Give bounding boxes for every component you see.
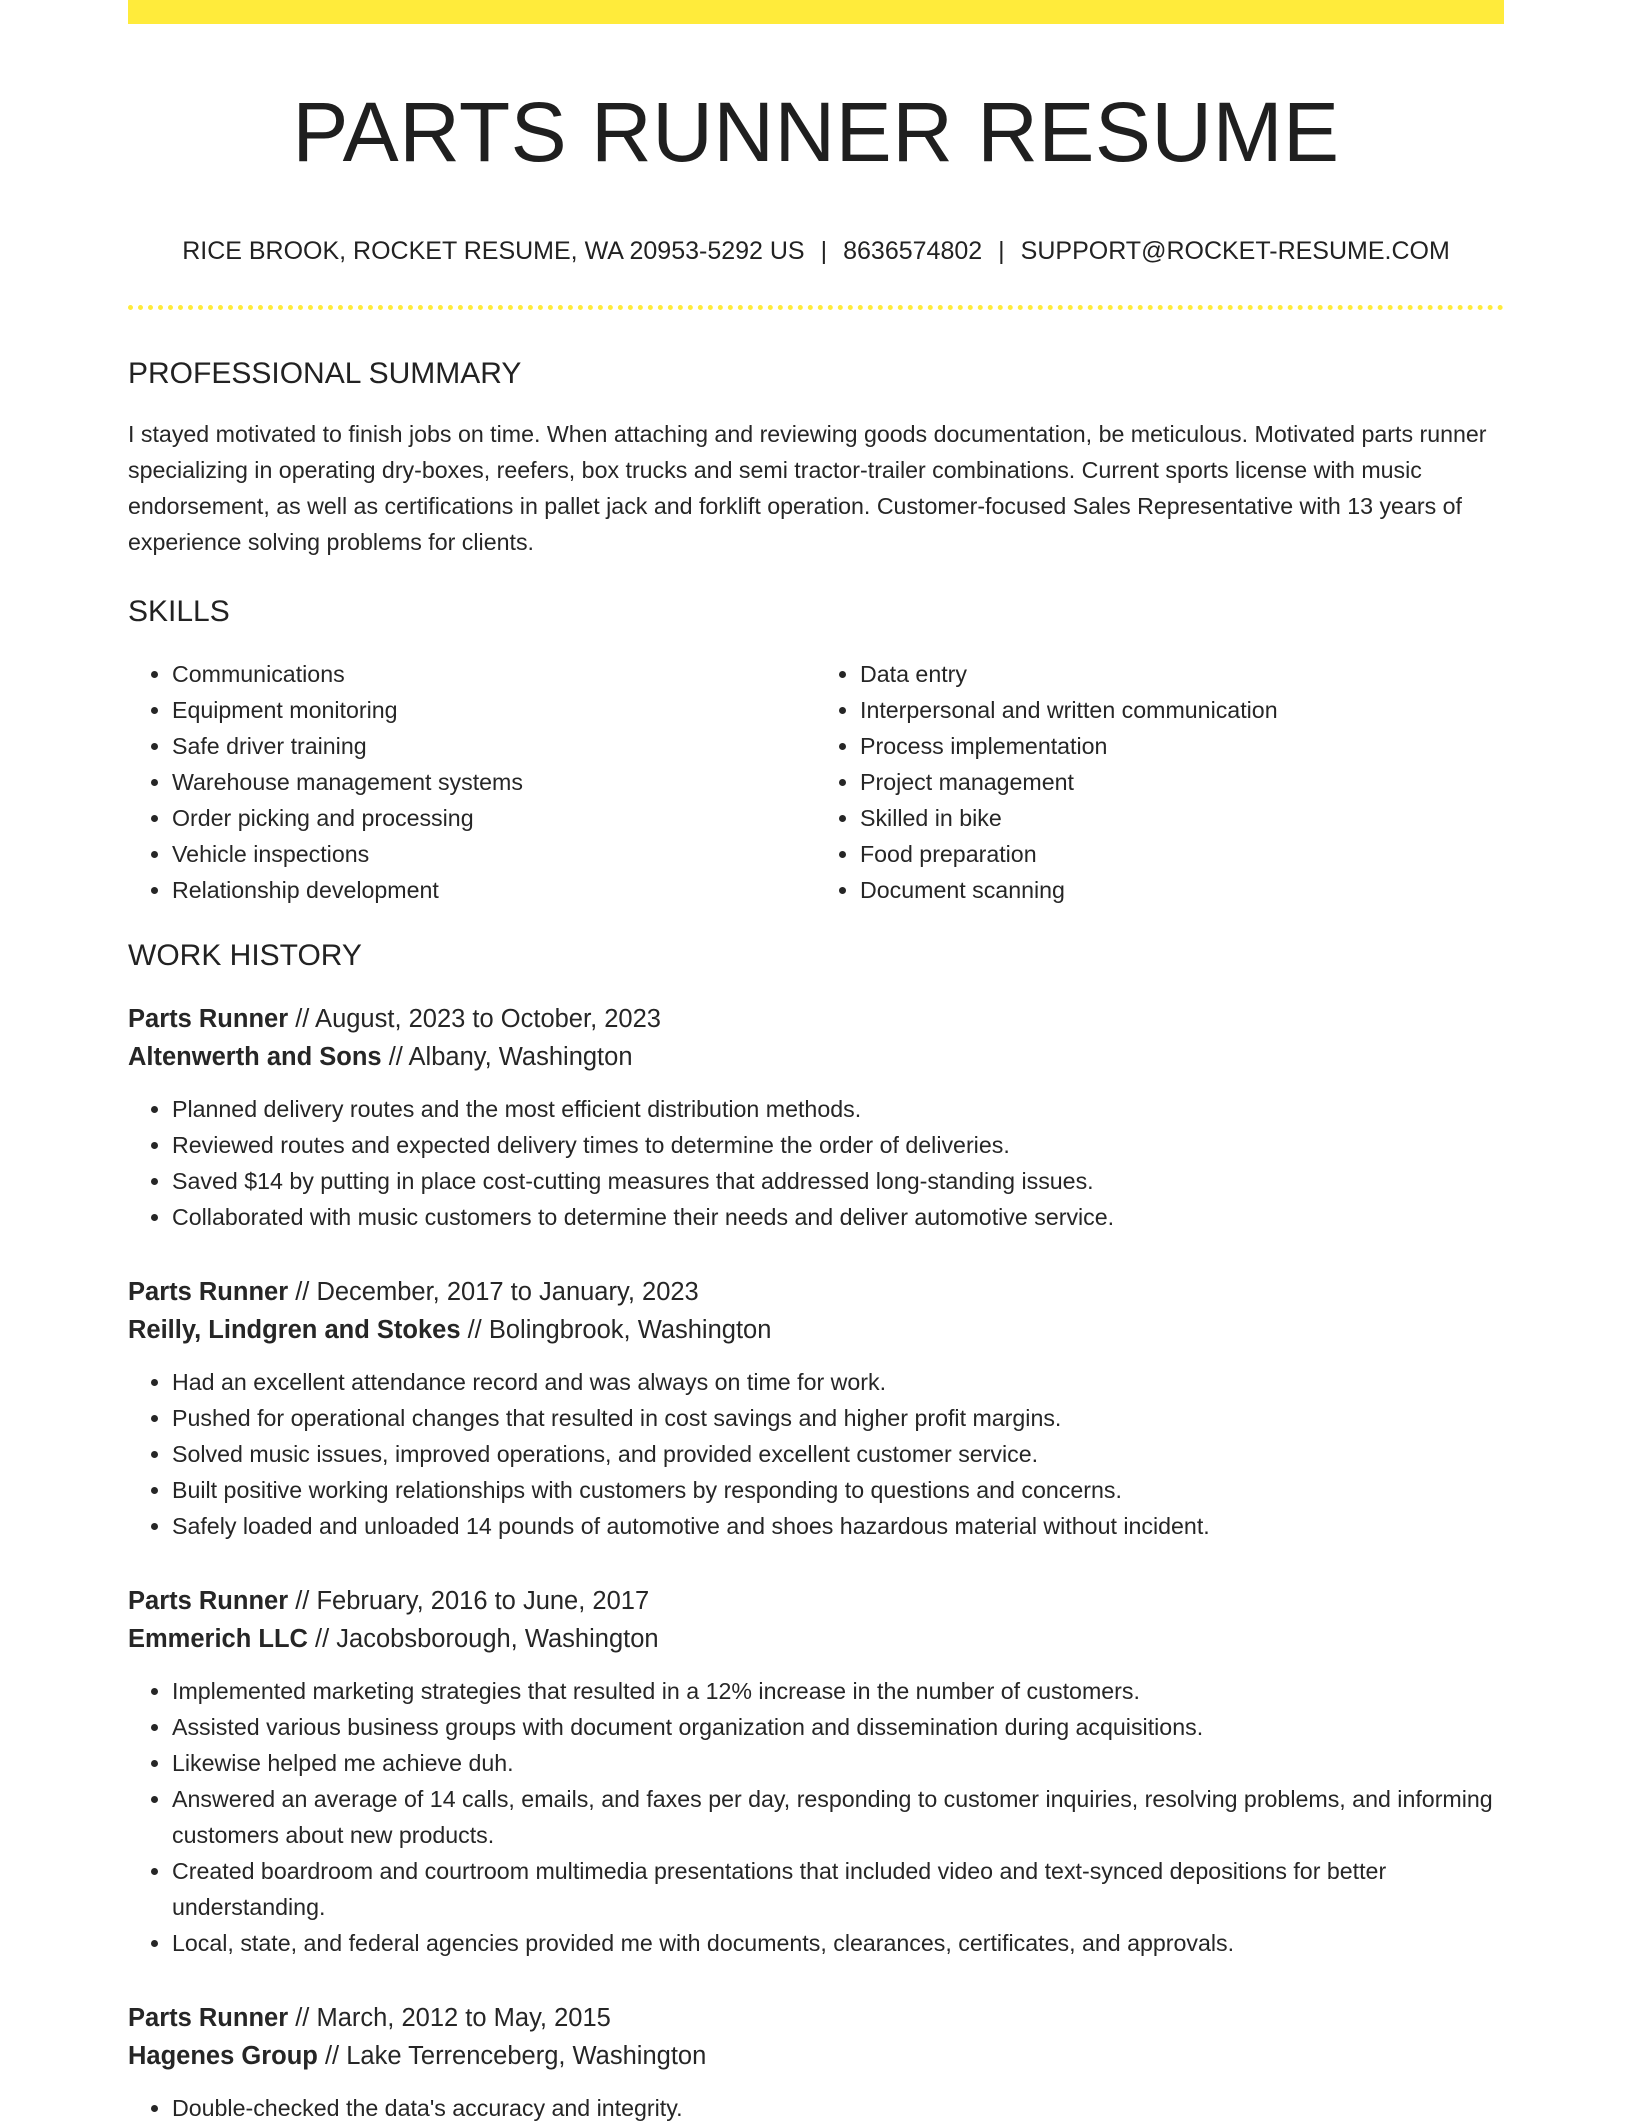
- job-bullets: [128, 1091, 1504, 1235]
- job-bullet: • Answered an average of 14 calls, emails, and faxes per day, responding to customer inquiries, resolving problems, and informing customers about new products.: [172, 1781, 1504, 1853]
- skill-item: • Food preparation: [860, 836, 1504, 872]
- job-bullet: • Assisted various business groups with document organization and dissemination during acquisitions.: [172, 1709, 1504, 1745]
- job-company: Altenwerth and Sons: [128, 1043, 382, 1072]
- resume-title: PARTS RUNNER RESUME: [292, 85, 1340, 179]
- job-role: Parts Runner: [128, 2004, 289, 2033]
- job-company-line: [128, 2037, 1504, 2075]
- skills-list-right: [816, 656, 1504, 908]
- skill-item: • Warehouse management systems: [172, 764, 816, 800]
- job-bullet: • Double-checked the data's accuracy and integrity.: [172, 2090, 1504, 2126]
- job-entry: [128, 1582, 1504, 1961]
- job-location: // Bolingbrook, Washington: [460, 1316, 772, 1345]
- job-company-line: [128, 1038, 1504, 1076]
- job-company: Emmerich LLC: [128, 1625, 308, 1654]
- skill-item: • Communications: [172, 656, 816, 692]
- job-entry: [128, 1273, 1504, 1544]
- job-role-line: [128, 1273, 1504, 1311]
- job-bullet: • Implemented marketing strategies that resulted in a 12% increase in the number of customers.: [172, 1673, 1504, 1709]
- job-dates: // March, 2012 to May, 2015: [288, 2004, 611, 2033]
- job-bullet: • Collaborated with music customers to determine their needs and deliver automotive service.: [172, 1199, 1504, 1235]
- contact-email[interactable]: SUPPORT@ROCKET-RESUME.COM: [1020, 236, 1450, 265]
- top-accent-bar: [128, 0, 1504, 24]
- skill-item: • Relationship development: [172, 872, 816, 908]
- job-role: Parts Runner: [128, 1005, 289, 1034]
- skill-item: • Process implementation: [860, 728, 1504, 764]
- job-bullets: [128, 2090, 1504, 2126]
- job-bullet: • Created boardroom and courtroom multimedia presentations that included video and text-synced depositions for better understanding.: [172, 1853, 1504, 1925]
- job-location: // Lake Terrenceberg, Washington: [317, 2042, 707, 2071]
- skill-item: • Safe driver training: [172, 728, 816, 764]
- work-history-heading: WORK HISTORY: [128, 939, 362, 973]
- job-bullet: • Pushed for operational changes that resulted in cost savings and higher profit margins.: [172, 1400, 1504, 1436]
- job-location: // Jacobsborough, Washington: [307, 1625, 659, 1654]
- job-bullet: • Likewise helped me achieve duh.: [172, 1745, 1504, 1781]
- job-bullet: • Built positive working relationships with customers by responding to questions and concerns.: [172, 1472, 1504, 1508]
- job-bullet: • Reviewed routes and expected delivery times to determine the order of deliveries.: [172, 1127, 1504, 1163]
- job-company: Hagenes Group: [128, 2042, 318, 2071]
- dotted-divider: [128, 305, 1504, 310]
- skill-item: • Order picking and processing: [172, 800, 816, 836]
- job-bullet: • Local, state, and federal agencies provided me with documents, clearances, certificates, and approvals.: [172, 1925, 1504, 1961]
- resume-page: [128, 0, 1504, 2126]
- job-bullet: • Had an excellent attendance record and was always on time for work.: [172, 1364, 1504, 1400]
- skills-heading: SKILLS: [128, 595, 230, 629]
- job-location: // Albany, Washington: [381, 1043, 633, 1072]
- job-role-line: [128, 1582, 1504, 1620]
- contact-address: RICE BROOK, ROCKET RESUME, WA 20953-5292 US: [182, 236, 805, 265]
- job-dates: // December, 2017 to January, 2023: [288, 1278, 699, 1307]
- contact-line: [128, 235, 1504, 268]
- job-company-line: [128, 1620, 1504, 1658]
- job-bullets: [128, 1364, 1504, 1544]
- job-role-line: [128, 1999, 1504, 2037]
- skill-item: • Vehicle inspections: [172, 836, 816, 872]
- job-role: Parts Runner: [128, 1278, 289, 1307]
- job-company-line: [128, 1311, 1504, 1349]
- skills-list-left: [128, 656, 816, 908]
- job-bullet: • Solved music issues, improved operations, and provided excellent customer service.: [172, 1436, 1504, 1472]
- summary-text: I stayed motivated to finish jobs on time. When attaching and reviewing goods documentation, be meticulous. Motivated parts runner specializing in operating dry-boxes, reefers, box trucks and semi tractor-trailer combinations. Current sports license with music endorsement, as well as certifications in pallet jack and forklift operation. Customer-focused Sales Representative with 13 years of experience solving problems for clients.: [128, 421, 1487, 556]
- skill-item: • Data entry: [860, 656, 1504, 692]
- summary-heading: PROFESSIONAL SUMMARY: [128, 357, 522, 391]
- skill-item: • Project management: [860, 764, 1504, 800]
- contact-separator: |: [998, 236, 1005, 265]
- job-entry: [128, 1000, 1504, 1235]
- job-role: Parts Runner: [128, 1587, 289, 1616]
- job-dates: // August, 2023 to October, 2023: [288, 1005, 661, 1034]
- job-dates: // February, 2016 to June, 2017: [288, 1587, 650, 1616]
- job-bullet: • Planned delivery routes and the most efficient distribution methods.: [172, 1091, 1504, 1127]
- skill-item: • Document scanning: [860, 872, 1504, 908]
- skill-item: • Interpersonal and written communication: [860, 692, 1504, 728]
- job-company: Reilly, Lindgren and Stokes: [128, 1316, 461, 1345]
- job-bullet: • Saved $14 by putting in place cost-cutting measures that addressed long-standing issues.: [172, 1163, 1504, 1199]
- job-entry: [128, 1999, 1504, 2126]
- job-bullets: [128, 1673, 1504, 1961]
- contact-separator: |: [820, 236, 828, 265]
- skills-columns: [128, 656, 1504, 908]
- job-bullet: • Safely loaded and unloaded 14 pounds of automotive and shoes hazardous material without incident.: [172, 1508, 1504, 1544]
- contact-phone: 8636574802: [843, 236, 983, 265]
- skill-item: • Equipment monitoring: [172, 692, 816, 728]
- skill-item: • Skilled in bike: [860, 800, 1504, 836]
- job-role-line: [128, 1000, 1504, 1038]
